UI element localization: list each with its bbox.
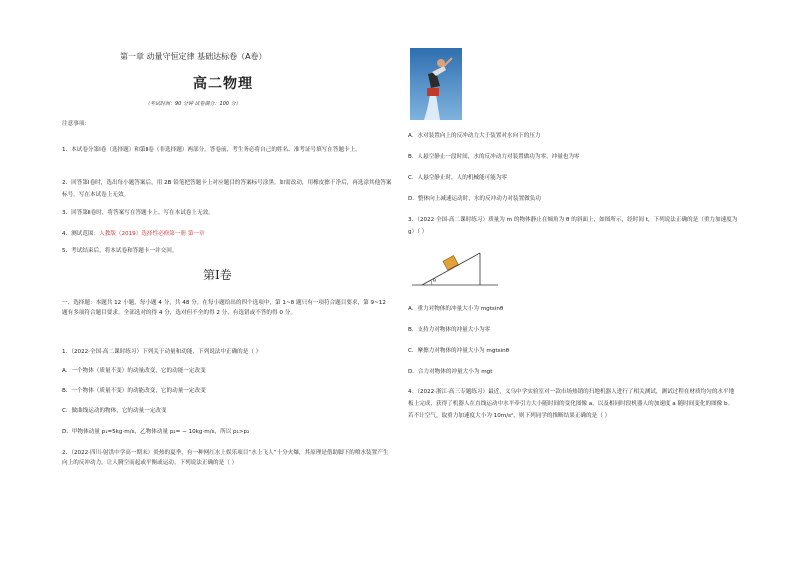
incline-diagram — [410, 247, 500, 287]
q3-option-a: A．重力对物体的冲量大小为 mgtsinθ — [408, 306, 504, 312]
q2-option-c: C．人悬空静止时，人的机械能可能为零 — [408, 175, 508, 181]
q1-option-b: B．一个物体（质量不变）的动能改变，它的动量一定改变 — [62, 388, 206, 394]
q3-option-d: D．合力对物体的冲量大小为 mgt — [408, 369, 493, 375]
angle-label: θ — [433, 278, 437, 284]
note-item-1: 1．本试卷分第Ⅰ卷（选择题）和第Ⅱ卷（非选择题）两部分。答卷前，考生务必将自己的姓名、准考证号填写在答题卡上。 — [62, 147, 361, 153]
section-intro: 一、选择题：本题共 12 小题，每小题 4 分，共 48 分。在每小题给出的四个选项中，第 1~8 题只有一项符合题目要求，第 9~12 题有多项符合题目要求。全部选对的得 4 分，选对但不全的得 2 分，有选错或不答的得 0 分。 — [62, 300, 386, 316]
q2-option-d: D．整体向上减速运动时，水的反冲动力对装置做负功 — [408, 196, 541, 202]
note-item-3: 3．回答第Ⅱ卷时，将答案写在答题卡上。写在本试卷上无效。 — [62, 210, 214, 216]
q2-stem: 2．（2022·四川·射洪中学高一期末）炎热的夏季，有一种网红水上娱乐项目“水上飞人”十分火爆，其原理是借助脚下的喷水装置产生向上的反冲动力，让人腾空而起或平衡或运动。下列说法正确的是（ ） — [62, 450, 389, 466]
note-item-2: 2．回答第Ⅰ卷时，选出每小题答案后，用 2B 铅笔把答题卡上对应题目的答案标号涂黑。如需改动，用橡皮擦干净后，再选涂其他答案标号。写在本试卷上无效。 — [62, 180, 392, 198]
note-item-4 — [62, 231, 205, 238]
q1-option-a: A．一个物体（质量不变）的动量改变，它的动能一定改变 — [62, 368, 206, 374]
q1-option-d: D．甲物体动量 p₁=5kg·m/s，乙物体动量 p₂= − 10kg·m/s，所以 p₁>p₂ — [62, 429, 250, 435]
section-title: 第Ⅰ卷 — [203, 268, 232, 282]
q3-stem: 3．（2022·全国·高二课时练习）质量为 m 的物体静止在倾角为 θ 的斜面上，如图所示，经时间 t，下列说法正确的是（重力加速度为 g）（ ） — [408, 217, 738, 235]
notes-heading: 注意事项： — [62, 121, 90, 127]
paper-title: 高二物理 — [193, 76, 253, 92]
note-item-4-prefix: 4．测试范围： — [62, 231, 100, 237]
note-item-5: 5．考试结束后，将本试卷和答题卡一并交回。 — [62, 248, 178, 254]
q2-option-b: B．人悬空静止一段时间，水的反冲动力对装置做功为零，冲量也为零 — [408, 154, 580, 160]
q1-stem: 1．（2022·全国·高二课时练习）下列关于动量和动能，下列说法中正确的是（ ） — [62, 349, 262, 355]
q3-option-c: C．摩擦力对物体的冲量大小为 mgtsinθ — [408, 348, 510, 354]
q2-option-a: A．水对装置向上的反冲动力大于装置对水向下的压力 — [408, 133, 541, 139]
exam-info: （考试时间：90 分钟 试卷满分：100 分） — [145, 101, 241, 107]
paper-subtitle: 第一章 动量守恒定律 基础达标卷（A卷） — [120, 52, 267, 61]
test-scope-highlight: 人教版（2019）选择性必修第一册 第一章 — [99, 231, 205, 237]
q3-option-b: B．支持力对物体的冲量大小为零 — [408, 327, 491, 333]
q1-option-c: C．做曲线运动的物体，它的动量一定改变 — [62, 408, 167, 414]
water-jetpack-photo — [410, 48, 462, 120]
q4-stem: 4．（2022·浙江·高三专题练习）最近，义乌中学实验室对一款市场热销的扫地机器人进行了相关测试，测试过程在材质均匀的水平地板上完成，获得了机器人在直线运动中水平牵引力大小随时间的变化图像 a，以及相同时段机器人的加速度 a 随时间变化的图像 b。若不计空气，取重力加速度大小为 10m/s²，则下列同学的推断结果正确的是（ ） — [408, 389, 735, 419]
